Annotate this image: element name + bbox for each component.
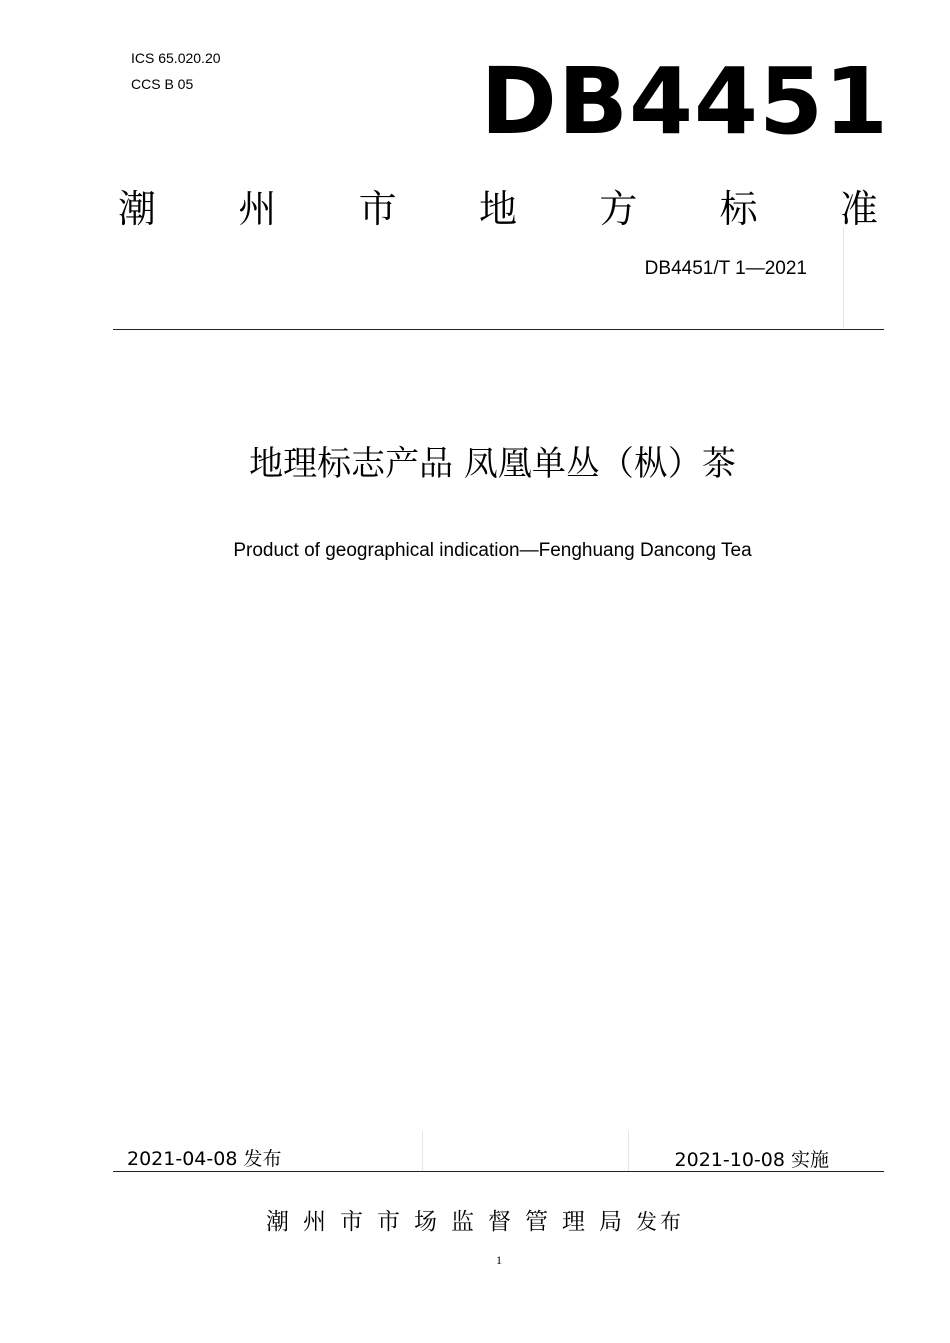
page-number: 1: [496, 1253, 502, 1267]
issuer-action: 发布: [636, 1210, 684, 1234]
standard-type-char: 方: [599, 187, 638, 231]
standard-type-char: 地: [478, 187, 517, 231]
standard-type-char: 潮: [118, 187, 157, 231]
ccs-code: CCS B 05: [131, 76, 194, 92]
frame-divider: [422, 1131, 423, 1171]
document-title-chinese: 地理标志产品 凤凰单丛（枞）茶: [249, 444, 736, 484]
publish-date: 2021-04-08 发布: [127, 1148, 282, 1170]
header-rule: [113, 329, 884, 330]
frame-divider: [843, 228, 844, 328]
standard-code-banner: DB4451: [480, 48, 889, 155]
issuer-organization: 潮州市市场监督管理局: [266, 1209, 636, 1235]
ics-code: ICS 65.020.20: [131, 50, 221, 66]
footer-rule: [113, 1171, 884, 1172]
document-title-english: Product of geographical indication—Fenghuang Dancong Tea: [233, 540, 752, 561]
implement-date: 2021-10-08 实施: [674, 1149, 829, 1171]
standard-type-char: 市: [358, 187, 397, 231]
standard-type-char: 标: [719, 187, 758, 231]
standard-type-heading: [118, 186, 878, 232]
standard-type-char: 准: [839, 187, 878, 231]
standard-type-char: 州: [238, 187, 277, 231]
frame-divider: [628, 1131, 629, 1171]
standard-number: DB4451/T 1—2021: [644, 258, 807, 279]
issuer-line: [0, 1203, 950, 1236]
